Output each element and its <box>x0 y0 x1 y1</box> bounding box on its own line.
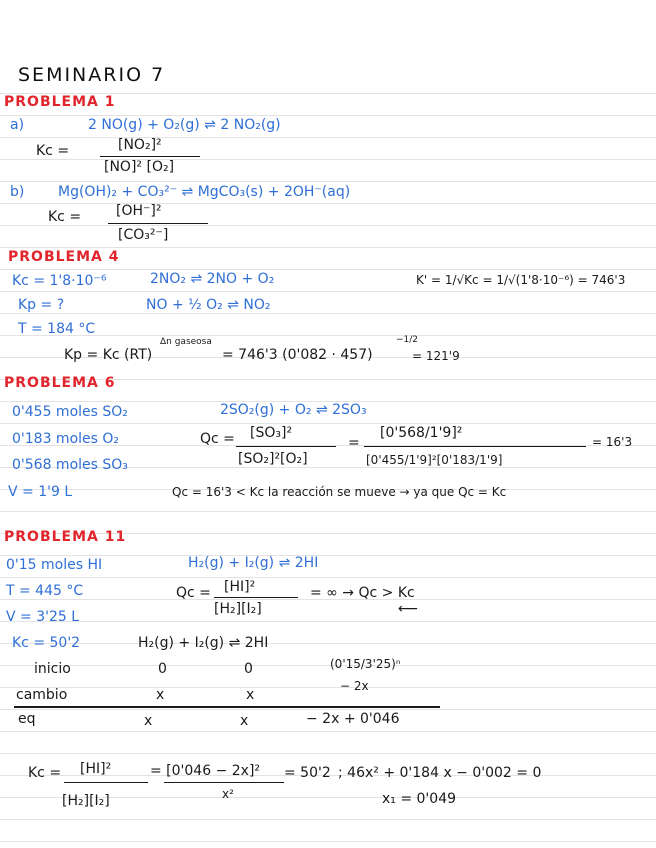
row-inicio-label: inicio <box>34 661 71 677</box>
part-a-kc-denominator: [NO]² [O₂] <box>104 159 175 175</box>
part-a-reaction: 2 NO(g) + O₂(g) ⇌ 2 NO₂(g) <box>88 117 281 133</box>
row-eq-label: eq <box>18 711 36 727</box>
kc-given: Kc = 1'8·10⁻⁶ <box>12 273 107 289</box>
fraction-bar <box>214 597 298 598</box>
row-cambio-i2: x <box>246 687 255 703</box>
temperature: T = 184 °C <box>18 321 96 337</box>
fraction-bar <box>108 223 208 224</box>
problem-4-heading: PROBLEMA 4 <box>8 249 120 265</box>
qc-numerator: [SO₃]² <box>250 425 293 441</box>
row-eq-hi: − 2x + 0'046 <box>306 711 400 727</box>
row-eq-i2: x <box>240 713 249 729</box>
k-prime: K' = 1/√Kc = 1/√(1'8·10⁻⁶) = 746'3 <box>416 273 626 287</box>
kp-unknown: Kp = ? <box>18 297 65 313</box>
fraction-bar <box>64 782 148 783</box>
volume: V = 1'9 L <box>8 484 73 500</box>
reaction-2: NO + ½ O₂ ⇌ NO₂ <box>146 297 271 313</box>
fraction-bar <box>236 446 336 447</box>
moles-hi: 0'15 moles HI <box>6 557 103 573</box>
page-title: SEMINARIO 7 <box>18 64 166 86</box>
qc-numerator: [HI]² <box>224 579 256 595</box>
kp-formula: Kp = Kc (RT) <box>64 347 153 363</box>
part-b-kc-denominator: [CO₃²⁻] <box>118 227 169 243</box>
qc-value: = 16'3 <box>592 435 633 449</box>
part-b-kc-numerator: [OH⁻]² <box>116 203 162 219</box>
final-kc-value: = 50'2 <box>284 765 331 781</box>
table-separator <box>14 706 440 708</box>
part-a-kc-numerator: [NO₂]² <box>118 137 162 153</box>
table-reaction: H₂(g) + I₂(g) ⇌ 2HI <box>138 635 269 651</box>
moles-so3: 0'568 moles SO₃ <box>12 457 128 473</box>
final-kc-numerator: [HI]² <box>80 761 112 777</box>
reaction: 2SO₂(g) + O₂ ⇌ 2SO₃ <box>220 402 367 418</box>
final-kc-denominator: [H₂][I₂] <box>62 793 110 809</box>
reaction-1: 2NO₂ ⇌ 2NO + O₂ <box>150 271 275 287</box>
final-fraction-numerator: = [0'046 − 2x]² <box>150 763 261 779</box>
row-inicio-i2: 0 <box>244 661 253 677</box>
quadratic-equation: ; 46x² + 0'184 x − 0'002 = 0 <box>338 765 542 781</box>
part-b-reaction: Mg(OH)₂ + CO₃²⁻ ⇌ MgCO₃(s) + 2OH⁻(aq) <box>58 184 351 200</box>
fraction-bar <box>100 156 200 157</box>
row-cambio-label: cambio <box>16 687 68 703</box>
temperature: T = 445 °C <box>6 583 84 599</box>
kp-exponent: −1/2 <box>396 335 419 345</box>
row-cambio-h2: x <box>156 687 165 703</box>
row-eq-h2: x <box>144 713 153 729</box>
qc-sub-denominator: [0'455/1'9]²[0'183/1'9] <box>366 453 503 467</box>
qc-result: = ∞ → Qc > Kc <box>310 585 415 601</box>
kp-value: = 121'9 <box>412 349 460 363</box>
fraction-bar <box>164 782 284 783</box>
row-inicio-h2: 0 <box>158 661 167 677</box>
qc-denominator: [H₂][I₂] <box>214 601 262 617</box>
shift-left-arrow: ⟵ <box>398 601 419 617</box>
part-a-kc-label: Kc = <box>36 143 70 159</box>
problem-1-heading: PROBLEMA 1 <box>4 94 116 110</box>
problem-11-heading: PROBLEMA 11 <box>4 529 127 545</box>
qc-label: Qc = <box>200 431 235 447</box>
volume: V = 3'25 L <box>6 609 80 625</box>
moles-so2: 0'455 moles SO₂ <box>12 404 128 420</box>
conclusion: Qc = 16'3 < Kc la reacción se mueve → ya que Qc = Kc <box>172 485 507 499</box>
row-inicio-hi: (0'15/3'25)ⁿ <box>330 657 401 671</box>
kp-exponent-note: Δn gaseosa <box>160 337 212 347</box>
qc-label: Qc = <box>176 585 211 601</box>
part-b-kc-label: Kc = <box>48 209 82 225</box>
kc-given: Kc = 50'2 <box>12 635 81 651</box>
final-kc-label: Kc = <box>28 765 62 781</box>
qc-sub-numerator: [0'568/1'9]² <box>380 425 463 441</box>
fraction-bar <box>364 446 586 447</box>
qc-denominator: [SO₂]²[O₂] <box>238 451 308 467</box>
part-b-label: b) <box>10 184 25 200</box>
root-x1: x₁ = 0'049 <box>382 791 457 807</box>
kp-substitution: = 746'3 (0'082 · 457) <box>222 347 373 363</box>
final-fraction-denominator: x² <box>222 787 234 801</box>
part-a-label: a) <box>10 117 25 133</box>
row-cambio-hi: − 2x <box>340 679 369 693</box>
moles-o2: 0'183 moles O₂ <box>12 431 120 447</box>
problem-6-heading: PROBLEMA 6 <box>4 375 116 391</box>
equals-sign: = <box>348 435 360 451</box>
reaction: H₂(g) + I₂(g) ⇌ 2HI <box>188 555 319 571</box>
